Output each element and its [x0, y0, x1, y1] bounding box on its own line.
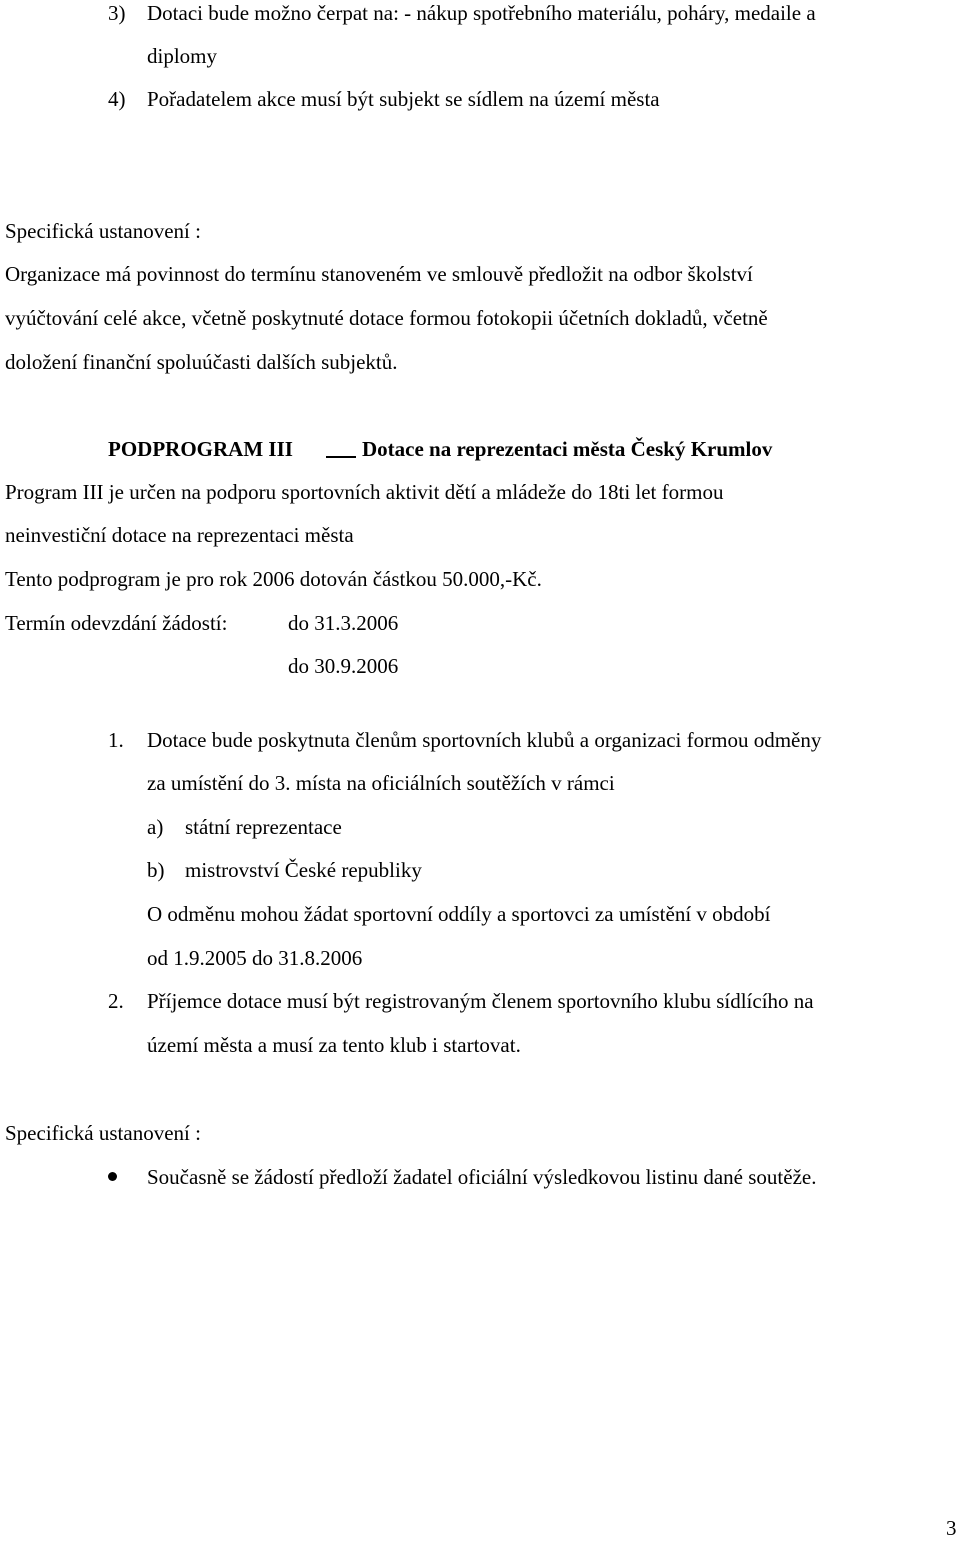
spec-paragraph-line1: Organizace má povinnost do termínu stanoveném ve smlouvě předložit na odbor školství [5, 262, 753, 286]
bullet-text: Současně se žádostí předloží žadatel oficiální výsledkovou listinu dané soutěže. [147, 1165, 817, 1189]
item-2-number: 2. [108, 989, 124, 1013]
deadline-label: Termín odevzdání žádostí: [5, 611, 228, 635]
deadline-date-2: do 30.9.2006 [288, 654, 399, 678]
list-item-3-text-line2: diplomy [147, 44, 218, 68]
deadline-date-1: do 31.3.2006 [288, 611, 399, 635]
spec-heading-2: Specifická ustanovení : [5, 1121, 201, 1145]
sub-item-a-label: a) [147, 815, 164, 839]
program-desc-line3: Tento podprogram je pro rok 2006 dotován částkou 50.000,-Kč. [5, 567, 542, 591]
program-title-right: Dotace na reprezentaci města Český Krumlov [362, 437, 773, 461]
item-2-line2: území města a musí za tento klub i startovat. [147, 1033, 521, 1057]
program-title-left: PODPROGRAM III [108, 437, 293, 461]
item-1-note-line1: O odměnu mohou žádat sportovní oddíly a sportovci za umístění v období [147, 902, 771, 926]
program-desc-line1: Program III je určen na podporu sportovních aktivit dětí a mládeže do 18ti let formou [5, 480, 724, 504]
sub-item-b-label: b) [147, 858, 165, 882]
sub-item-b-text: mistrovství České republiky [185, 858, 422, 882]
sub-item-a-text: státní reprezentace [185, 815, 342, 839]
list-item-4-text: Pořadatelem akce musí být subjekt se sídlem na území města [147, 87, 660, 111]
item-1-number: 1. [108, 728, 124, 752]
bullet-icon [108, 1172, 117, 1181]
spec-heading-1: Specifická ustanovení : [5, 219, 201, 243]
program-desc-line2: neinvestiční dotace na reprezentaci města [5, 523, 354, 547]
page-number: 3 [946, 1516, 957, 1540]
list-item-3-number: 3) [108, 1, 126, 25]
item-1-line1: Dotace bude poskytnuta členům sportovních klubů a organizaci formou odměny [147, 728, 822, 752]
spec-paragraph-line3: doložení finanční spoluúčasti dalších subjektů. [5, 350, 398, 374]
title-dash [326, 456, 356, 458]
spec-paragraph-line2: vyúčtování celé akce, včetně poskytnuté dotace formou fotokopii účetních dokladů, včetně [5, 306, 768, 330]
list-item-3-text-line1: Dotaci bude možno čerpat na: - nákup spotřebního materiálu, poháry, medaile a [147, 1, 816, 25]
item-1-note-line2: od 1.9.2005 do 31.8.2006 [147, 946, 363, 970]
item-1-line2: za umístění do 3. místa na oficiálních soutěžích v rámci [147, 771, 615, 795]
item-2-line1: Příjemce dotace musí být registrovaným členem sportovního klubu sídlícího na [147, 989, 814, 1013]
list-item-4-number: 4) [108, 87, 126, 111]
